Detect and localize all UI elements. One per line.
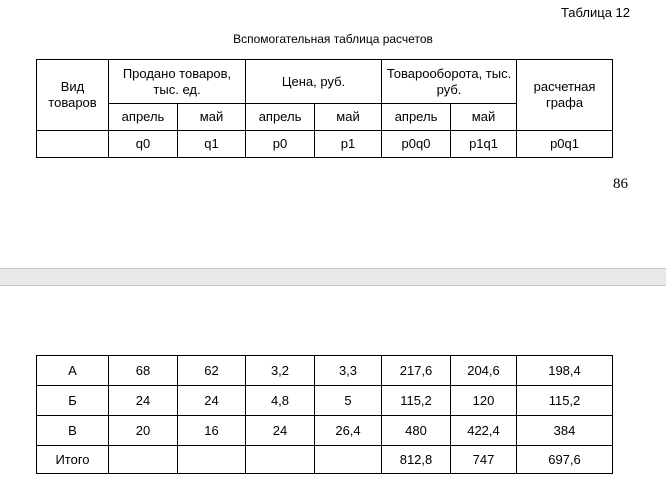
cell: 384 — [517, 416, 613, 446]
cell: 204,6 — [451, 356, 517, 386]
cell: 24 — [178, 386, 246, 416]
cell — [315, 446, 382, 474]
header-month: май — [178, 104, 246, 131]
cell — [109, 446, 178, 474]
header-empty-cell — [37, 131, 109, 158]
cell: 68 — [109, 356, 178, 386]
cell: 5 — [315, 386, 382, 416]
cell: 20 — [109, 416, 178, 446]
cell: 747 — [451, 446, 517, 474]
header-symbol: p0q0 — [382, 131, 451, 158]
cell: 422,4 — [451, 416, 517, 446]
cell: 120 — [451, 386, 517, 416]
cell: 115,2 — [517, 386, 613, 416]
cell: 480 — [382, 416, 451, 446]
table-body — [36, 355, 613, 474]
header-month: апрель — [246, 104, 315, 131]
header-symbol: p1q1 — [451, 131, 517, 158]
page-break — [0, 268, 666, 286]
cell: 24 — [109, 386, 178, 416]
header-month: май — [451, 104, 517, 131]
cell: 217,6 — [382, 356, 451, 386]
header-symbol: p0 — [246, 131, 315, 158]
row-name: А — [37, 356, 109, 386]
header-month: апрель — [109, 104, 178, 131]
table-row-total — [37, 446, 613, 474]
cell: 812,8 — [382, 446, 451, 474]
table-row — [37, 356, 613, 386]
header-month: май — [315, 104, 382, 131]
header-turnover: Товарооборота, тыс. руб. — [382, 60, 517, 104]
row-name: Б — [37, 386, 109, 416]
row-name: В — [37, 416, 109, 446]
cell: 26,4 — [315, 416, 382, 446]
header-calc: расчетная графа — [517, 60, 613, 131]
table-caption: Вспомогательная таблица расчетов — [233, 32, 433, 46]
cell: 3,2 — [246, 356, 315, 386]
table-row — [37, 416, 613, 446]
row-name: Итого — [37, 446, 109, 474]
table-header — [36, 59, 613, 158]
header-symbol: p0q1 — [517, 131, 613, 158]
cell: 697,6 — [517, 446, 613, 474]
cell: 16 — [178, 416, 246, 446]
cell: 3,3 — [315, 356, 382, 386]
header-price: Цена, руб. — [246, 60, 382, 104]
header-symbol: q1 — [178, 131, 246, 158]
cell: 62 — [178, 356, 246, 386]
table-row — [37, 386, 613, 416]
header-month: апрель — [382, 104, 451, 131]
cell — [246, 446, 315, 474]
header-symbol: q0 — [109, 131, 178, 158]
header-goods-type: Вид товаров — [37, 60, 109, 131]
header-symbol: p1 — [315, 131, 382, 158]
cell: 4,8 — [246, 386, 315, 416]
cell: 198,4 — [517, 356, 613, 386]
page-number: 86 — [613, 176, 628, 192]
table-number: Таблица 12 — [560, 5, 630, 20]
cell: 24 — [246, 416, 315, 446]
header-sold: Продано товаров, тыс. ед. — [109, 60, 246, 104]
cell — [178, 446, 246, 474]
cell: 115,2 — [382, 386, 451, 416]
